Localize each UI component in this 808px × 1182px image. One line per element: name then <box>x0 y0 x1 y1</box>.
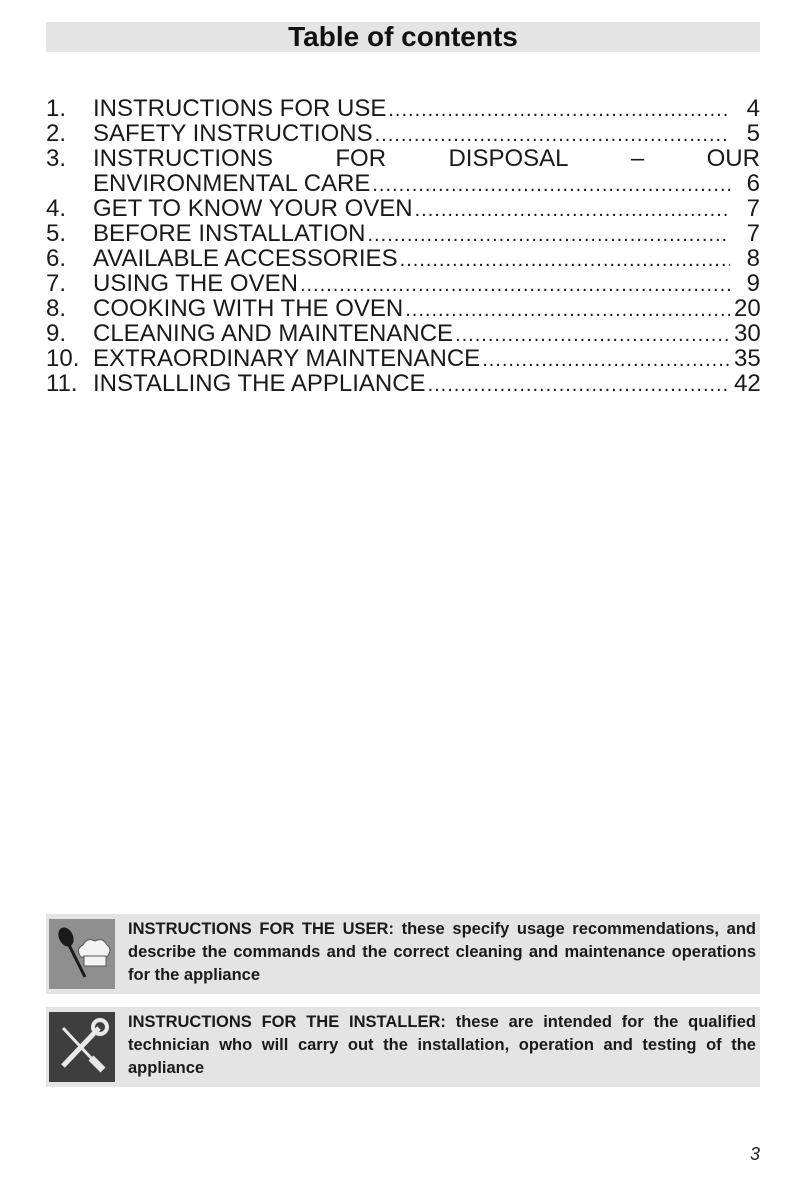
toc-page: 30 <box>734 320 761 347</box>
toc-number: 8. <box>46 295 67 322</box>
toc-number: 7. <box>46 270 67 297</box>
toc-page: 4 <box>746 95 760 122</box>
toc-page: 35 <box>734 345 761 372</box>
toc-entry-11[interactable] <box>46 371 760 396</box>
page-title: Table of contents <box>288 21 518 52</box>
toc-number: 6. <box>46 245 67 272</box>
toc-entry-1[interactable] <box>46 96 760 121</box>
page-number: 3 <box>749 1144 760 1164</box>
toc-page: 9 <box>746 270 760 297</box>
toc-title: GET TO KNOW YOUR OVEN <box>93 195 413 222</box>
toc-page: 7 <box>746 195 760 222</box>
wrench-screwdriver-icon <box>49 1012 115 1082</box>
toc-title: USING THE OVEN <box>93 270 298 297</box>
toc-number: 10. <box>46 345 80 372</box>
toc-entry-7[interactable] <box>46 271 760 296</box>
toc-title-word: – <box>630 145 645 172</box>
toc-page: 20 <box>734 295 761 322</box>
toc-entry-2[interactable] <box>46 121 760 146</box>
toc-title: COOKING WITH THE OVEN <box>93 295 404 322</box>
toc-leader <box>372 173 730 198</box>
user-instructions-box <box>46 914 760 994</box>
toc-title: ENVIRONMENTAL CARE <box>93 170 371 197</box>
toc-number: 5. <box>46 220 67 247</box>
toc-entry-5[interactable] <box>46 221 760 246</box>
toc-title <box>93 146 760 171</box>
title-bar <box>46 22 760 52</box>
toc-number: 11. <box>46 370 78 397</box>
toc-title-word: FOR <box>335 145 387 172</box>
toc-title: INSTRUCTIONS FOR USE <box>93 95 387 122</box>
toc-entry-6[interactable] <box>46 246 760 271</box>
toc-title: SAFETY INSTRUCTIONS <box>93 120 373 147</box>
toc-page: 5 <box>746 120 760 147</box>
toc-number: 3. <box>46 145 67 172</box>
user-instructions-text: INSTRUCTIONS FOR THE USER: these specify usage recommendations, and describe the commands and the correct cleaning and maintenance operations for the appliance <box>128 920 756 984</box>
table-of-contents <box>46 96 760 396</box>
chef-hat-spoon-icon <box>49 919 115 989</box>
toc-leader <box>415 198 730 223</box>
toc-number: 9. <box>46 320 67 347</box>
toc-page: 8 <box>746 245 760 272</box>
toc-leader <box>455 323 730 348</box>
toc-entry-8[interactable] <box>46 296 760 321</box>
toc-page: 7 <box>746 220 760 247</box>
toc-number: 1. <box>46 95 67 122</box>
toc-number: 2. <box>46 120 67 147</box>
toc-leader <box>368 223 731 248</box>
toc-page: 42 <box>734 370 761 397</box>
toc-number: 4. <box>46 195 67 222</box>
toc-leader <box>482 348 730 373</box>
toc-page: 6 <box>746 170 760 197</box>
toc-entry-9[interactable] <box>46 321 760 346</box>
toc-title: INSTALLING THE APPLIANCE <box>93 370 426 397</box>
toc-entry-3-continued[interactable] <box>46 171 760 196</box>
installer-instructions-text: INSTRUCTIONS FOR THE INSTALLER: these are intended for the qualified technician who will carry out the installation, operation and testing of the appliance <box>128 1013 756 1077</box>
toc-title: EXTRAORDINARY MAINTENANCE <box>93 345 481 372</box>
toc-leader <box>388 98 730 123</box>
toc-leader <box>428 373 730 398</box>
toc-title-word: DISPOSAL <box>448 145 569 172</box>
toc-entry-10[interactable] <box>46 346 760 371</box>
toc-leader <box>405 298 730 323</box>
toc-title-word: INSTRUCTIONS <box>93 145 273 172</box>
toc-title: AVAILABLE ACCESSORIES <box>93 245 398 272</box>
toc-entry-3[interactable] <box>46 146 760 171</box>
toc-leader <box>400 248 730 273</box>
toc-title-word: OUR <box>706 145 760 172</box>
toc-title: BEFORE INSTALLATION <box>93 220 366 247</box>
toc-entry-4[interactable] <box>46 196 760 221</box>
installer-instructions-box <box>46 1007 760 1087</box>
toc-title: CLEANING AND MAINTENANCE <box>93 320 454 347</box>
